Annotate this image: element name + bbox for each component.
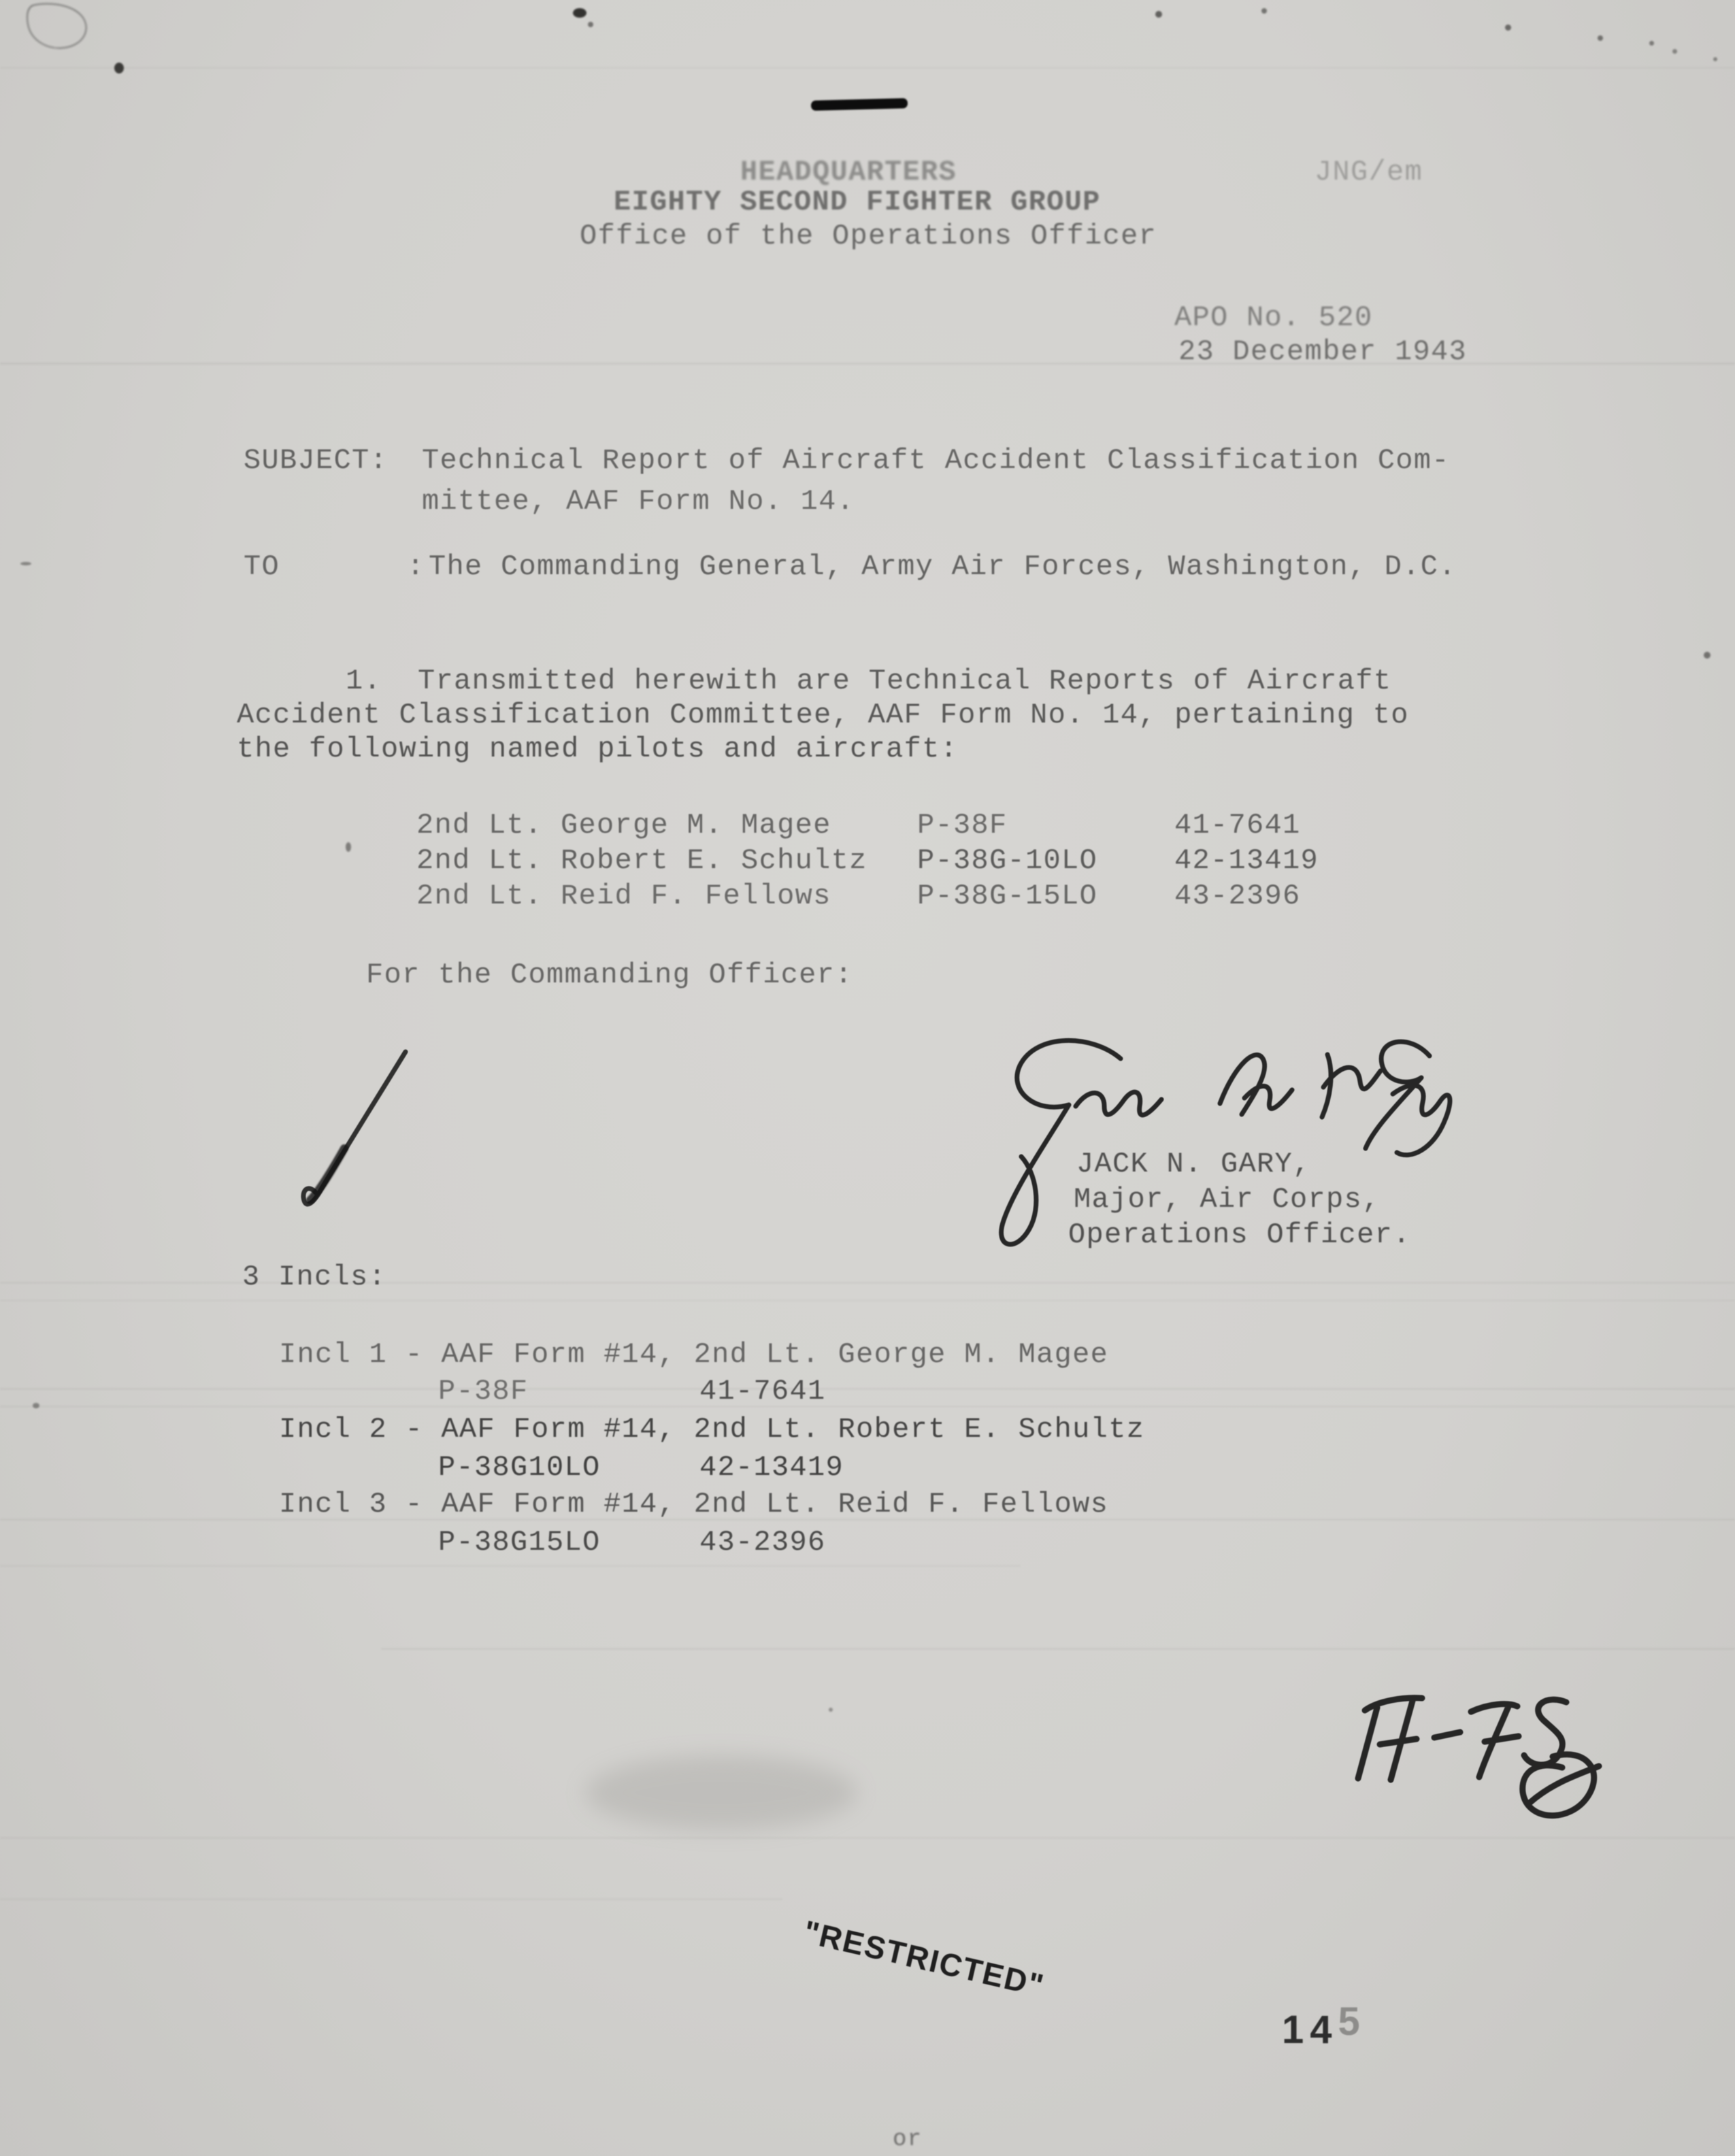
- ghost-stamp-smudge: [585, 1755, 857, 1830]
- ink-speck: [1672, 49, 1677, 54]
- inclosure-line: Incl 3 - AAF Form #14, 2nd Lt. Reid F. Fellows: [279, 1488, 1109, 1521]
- header-line2: EIGHTY SECOND FIGHTER GROUP: [614, 186, 1101, 218]
- inclosure-line: Incl 1 - AAF Form #14, 2nd Lt. George M. Magee: [279, 1338, 1109, 1371]
- torn-corner-blot: [20, 0, 109, 75]
- page-number-light: 5: [1338, 2000, 1366, 2044]
- inclosure-aircraft: P-38F: [438, 1375, 529, 1408]
- inclosure-serial: 41-7641: [699, 1375, 826, 1408]
- header-line1: HEADQUARTERS: [740, 156, 957, 188]
- subject-line2: mittee, AAF Form No. 14.: [422, 485, 855, 518]
- paragraph1-line3: the following named pilots and aircraft:: [237, 733, 959, 765]
- scan-streak: [0, 1898, 782, 1900]
- to-label: TO: [244, 550, 280, 583]
- inclosure-line: Incl 2 - AAF Form #14, 2nd Lt. Robert E. Schultz: [279, 1413, 1145, 1446]
- aircraft-serial: 41-7641: [1174, 809, 1301, 842]
- pilot-name: 2nd Lt. George M. Magee: [416, 809, 831, 842]
- scan-streak: [0, 1406, 1735, 1408]
- inclosure-serial: 42-13419: [699, 1451, 844, 1484]
- scan-streak: [0, 1837, 1735, 1839]
- paragraph1-line1: 1. Transmitted herewith are Technical Reports of Aircraft: [346, 665, 1392, 697]
- ink-speck: [33, 1403, 39, 1408]
- aircraft-type: P-38F: [917, 809, 1008, 842]
- aircraft-type: P-38G-15LO: [917, 880, 1098, 912]
- handwritten-annotation: [1327, 1667, 1619, 1837]
- ink-speck: [1598, 35, 1603, 41]
- signer-typed-name: JACK N. GARY,: [1076, 1148, 1311, 1180]
- scan-streak: [0, 363, 1735, 365]
- bottom-smudge-text: or: [893, 2127, 923, 2153]
- signer-rank: Major, Air Corps,: [1074, 1183, 1381, 1216]
- aircraft-serial: 42-13419: [1174, 844, 1319, 877]
- restricted-stamp: "RESTRICTED": [800, 1913, 1048, 2004]
- subject-line1: Technical Report of Aircraft Accident Classification Com-: [422, 444, 1450, 477]
- ink-speck: [1713, 57, 1717, 61]
- scan-streak: [0, 1388, 1735, 1390]
- ink-speck: [829, 1708, 833, 1712]
- inclosure-serial: 43-2396: [699, 1526, 826, 1559]
- inclosure-aircraft: P-38G15LO: [438, 1526, 601, 1559]
- ink-speck: [588, 22, 593, 27]
- closing-line: For the Commanding Officer:: [366, 959, 853, 991]
- inclosure-aircraft: P-38G10LO: [438, 1451, 601, 1484]
- page-number-stamp: [1282, 2000, 1366, 2053]
- ink-speck: [573, 8, 586, 18]
- reference-initials: JNG/em: [1315, 156, 1423, 188]
- page-number-dark: 14: [1282, 2008, 1338, 2052]
- inclosures-heading: 3 Incls:: [242, 1261, 387, 1293]
- scan-streak: [0, 1299, 1735, 1301]
- subject-label: SUBJECT:: [244, 444, 389, 477]
- ink-speck: [1704, 652, 1711, 659]
- scan-streak: [0, 67, 1735, 69]
- apo-line: APO No. 520: [1174, 301, 1373, 334]
- ink-speck: [1505, 24, 1511, 31]
- signer-title: Operations Officer.: [1068, 1218, 1411, 1251]
- scan-streak: [381, 1648, 1735, 1650]
- ink-dash-mark: [811, 98, 908, 111]
- to-colon: :: [407, 550, 425, 583]
- ink-speck: [1155, 11, 1162, 18]
- date-line: 23 December 1943: [1178, 335, 1468, 368]
- pilot-name: 2nd Lt. Reid F. Fellows: [416, 880, 831, 912]
- scan-streak: [0, 1565, 1021, 1567]
- ink-speck: [20, 562, 31, 565]
- ink-speck: [346, 842, 351, 852]
- pen-checkmark-stroke: [271, 1034, 427, 1231]
- ink-speck: [1261, 8, 1267, 14]
- aircraft-type: P-38G-10LO: [917, 844, 1098, 877]
- aircraft-serial: 43-2396: [1174, 880, 1301, 912]
- ink-speck: [114, 63, 124, 73]
- ink-speck: [1649, 41, 1654, 46]
- header-line3: Office of the Operations Officer: [580, 220, 1157, 252]
- to-text: The Commanding General, Army Air Forces, Washington, D.C.: [429, 550, 1457, 583]
- pilot-name: 2nd Lt. Robert E. Schultz: [416, 844, 868, 877]
- paragraph1-line2: Accident Classification Committee, AAF Form No. 14, pertaining to: [237, 699, 1409, 731]
